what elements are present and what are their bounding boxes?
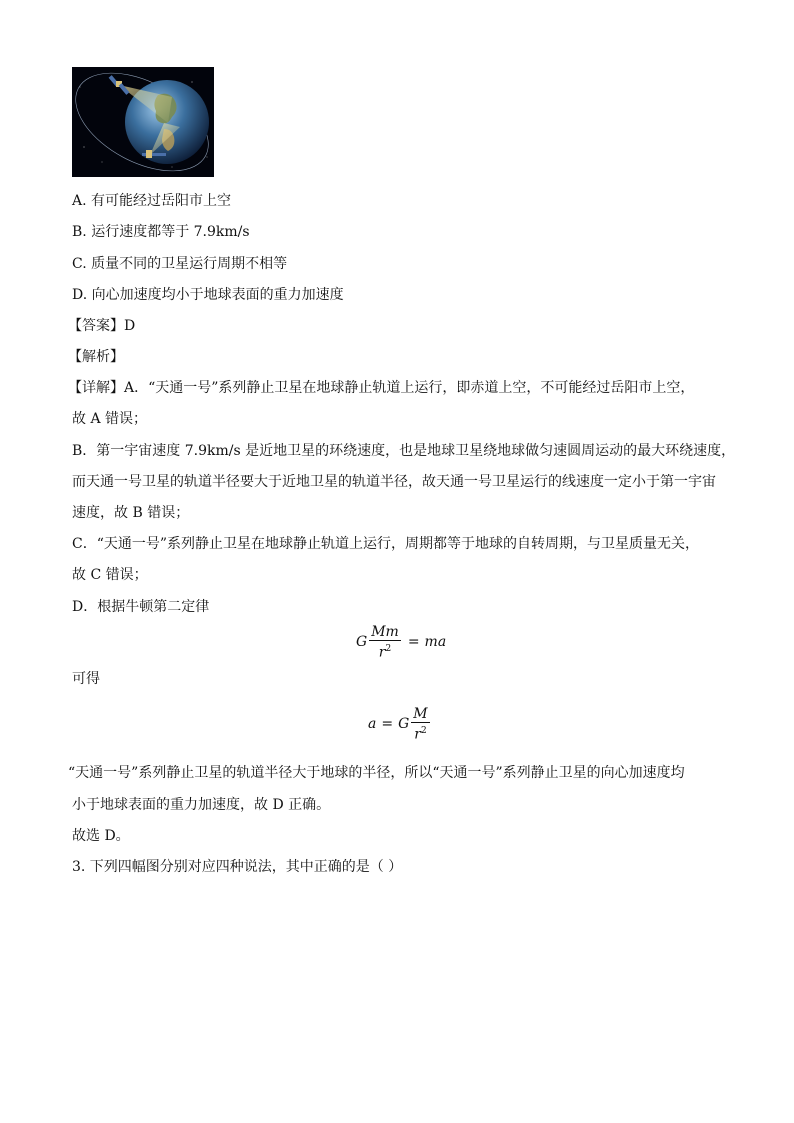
fraction [411,706,429,743]
formula-lead: G [398,716,410,733]
fraction-denominator: $r^2$ [414,726,427,743]
fraction-numerator: M [413,706,428,722]
analysis-line: C．“天通一号”系列静止卫星在地球静止轨道上运行，周期都等于地球的自转周期，与卫星质量无关， [72,536,700,552]
option-a: A. 有可能经过岳阳市上空 [72,193,232,209]
formula-acceleration [368,706,432,743]
analysis-line: 速度，故 B 错误； [72,505,190,521]
fraction-denominator: $r^2$ [378,644,392,661]
formula-lhs: a [368,716,377,733]
satellite-earth-illustration [72,67,214,177]
conclusion-line: 故选 D。 [72,828,130,844]
formula-newton-second-law [356,624,446,661]
option-b: B. 运行速度都等于 7.9km/s [72,224,250,240]
answer-line: 【答案】D [68,318,136,334]
satellite-earth-image [72,67,214,177]
formula-rhs: ma [424,634,447,651]
equals-sign: = [381,716,394,733]
analysis-line: B．第一宇宙速度 7.9km/s 是近地卫星的环绕速度，也是地球卫星绕地球做匀速圆周运动的最大环绕速度， [72,443,736,459]
kede-text: 可得 [72,671,100,687]
analysis-heading: 【解析】 [68,349,124,365]
analysis-line: 【详解】A．“天通一号”系列静止卫星在地球静止轨道上运行，即赤道上空，不可能经过岳阳市上空， [68,380,695,396]
option-c: C. 质量不同的卫星运行周期不相等 [72,256,288,272]
equals-sign: = [407,634,420,651]
analysis-line: D．根据牛顿第二定律 [72,599,210,615]
fraction [369,624,401,661]
analysis-line: 故 A 错误； [72,411,148,427]
formula-lead: G [356,634,368,651]
analysis-line: 故 C 错误； [72,567,148,583]
analysis-line: 而天通一号卫星的轨道半径要大于近地卫星的轨道半径，故天通一号卫星运行的线速度一定小于第一宇宙 [72,474,716,490]
fraction-numerator: Mm [371,624,399,640]
conclusion-line: 小于地球表面的重力加速度，故 D 正确。 [72,797,331,813]
conclusion-line: “天通一号”系列静止卫星的轨道半径大于地球的半径，所以“天通一号”系列静止卫星的向心加速度均 [68,765,685,781]
option-d: D. 向心加速度均小于地球表面的重力加速度 [72,287,344,303]
question-3: 3. 下列四幅图分别对应四种说法，其中正确的是（ ） [72,859,403,875]
